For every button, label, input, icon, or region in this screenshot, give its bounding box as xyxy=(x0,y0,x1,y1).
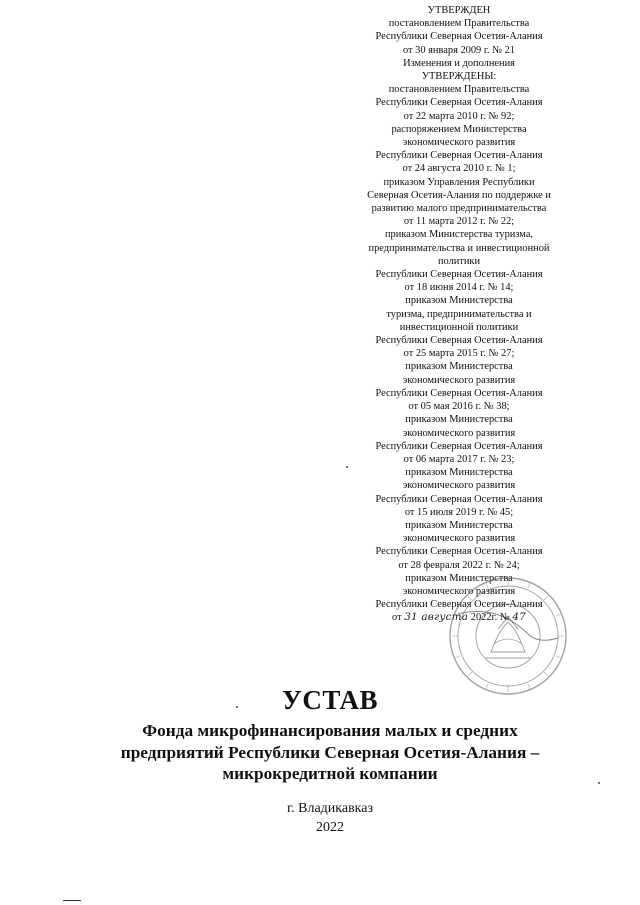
approval-line: приказом Министерства xyxy=(405,467,513,479)
scan-speck xyxy=(346,466,348,468)
approval-line: туризма, предпринимательства и xyxy=(386,308,532,320)
document-subtitle xyxy=(80,720,580,785)
official-seal-icon xyxy=(446,574,570,698)
approval-line: Республики Северная Осетия-Алания xyxy=(375,387,543,399)
approval-line: инвестиционной политики xyxy=(399,321,519,333)
approval-line: Северная Осетия-Алания по поддержке и xyxy=(367,189,551,201)
approval-line: Республики Северная Осетия-Алания xyxy=(375,440,543,452)
subtitle-line: Фонда микрофинансирования малых и средних xyxy=(142,721,518,740)
approval-line: приказом Министерства xyxy=(405,519,513,531)
approval-line: приказом Министерства xyxy=(405,414,513,426)
approval-line: распоряжением Министерства xyxy=(391,123,527,135)
approval-line: от 15 июля 2019 г. № 45; xyxy=(404,506,514,518)
approval-line: приказом Управления Республики xyxy=(383,176,535,188)
approval-line: Республики Северная Осетия-Алания xyxy=(375,31,543,43)
approval-line: экономического развития xyxy=(402,374,516,386)
approval-line: предпринимательства и инвестиционной xyxy=(368,242,550,254)
subtitle-line: предприятий Республики Северная Осетия-Алания – xyxy=(120,742,540,762)
number-sign: № xyxy=(499,612,510,624)
approval-line: от 06 марта 2017 г. № 23; xyxy=(403,453,515,465)
approval-line: от 30 января 2009 г. № 21 xyxy=(402,44,516,56)
approval-line: приказом Министерства xyxy=(405,572,513,584)
approval-line: Республики Северная Осетия-Алания xyxy=(375,493,543,505)
approval-line: от 18 июня 2014 г. № 14; xyxy=(404,282,514,294)
date-year: 2022г. xyxy=(470,612,498,624)
approval-line: постановлением Правительства xyxy=(388,18,530,30)
approval-line: УТВЕРЖДЕН xyxy=(427,5,491,16)
approval-line: от 05 мая 2016 г. № 38; xyxy=(408,401,510,413)
city: г. Владикавказ xyxy=(286,801,374,816)
approval-block xyxy=(356,4,562,625)
approval-line: от 11 марта 2012 г. № 22; xyxy=(403,216,515,228)
city-year-block xyxy=(220,800,440,837)
approval-line: экономического развития xyxy=(402,427,516,439)
approval-line: приказом Министерства туризма, xyxy=(384,229,534,241)
approval-line: экономического развития xyxy=(402,480,516,492)
approval-line: экономического развития xyxy=(402,533,516,545)
approval-line: экономического развития xyxy=(402,137,516,149)
approval-line: от 28 февраля 2022 г. № 24; xyxy=(398,559,520,571)
approval-line: приказом Министерства xyxy=(405,295,513,307)
approval-line: Республики Северная Осетия-Алания xyxy=(375,150,543,162)
approval-line: политики xyxy=(437,255,481,267)
approval-line: от 22 марта 2010 г. № 92; xyxy=(403,110,515,122)
approval-line: Изменения и дополнения xyxy=(403,57,515,69)
approval-line: развитию малого предпринимательства xyxy=(371,203,547,215)
title-block xyxy=(80,684,580,785)
approval-line: постановлением Правительства xyxy=(388,84,530,96)
scan-mark xyxy=(63,900,81,901)
approval-line: экономического развития xyxy=(402,585,516,597)
document-title: УСТАВ xyxy=(282,685,378,715)
approval-line: Республики Северная Осетия-Алания xyxy=(375,546,543,558)
approval-line: Республики Северная Осетия-Алания xyxy=(375,97,543,109)
approval-line: Республики Северная Осетия-Алания xyxy=(375,599,543,611)
handwritten-number: 47 xyxy=(512,611,526,624)
approval-line: УТВЕРЖДЕНЫ: xyxy=(421,71,497,83)
handwritten-date: 31 августа xyxy=(404,611,469,624)
scan-speck xyxy=(598,782,600,784)
approval-line: Республики Северная Осетия-Алания xyxy=(375,269,543,281)
date-prefix: от xyxy=(392,612,405,624)
scan-speck xyxy=(236,706,238,708)
approval-line: от 24 августа 2010 г. № 1; xyxy=(402,163,516,175)
approval-line: от 25 марта 2015 г. № 27; xyxy=(403,348,515,360)
year: 2022 xyxy=(316,819,344,835)
subtitle-line: микрокредитной компании xyxy=(222,764,438,783)
approval-line: приказом Министерства xyxy=(405,361,513,373)
approval-line: Республики Северная Осетия-Алания xyxy=(375,335,543,347)
